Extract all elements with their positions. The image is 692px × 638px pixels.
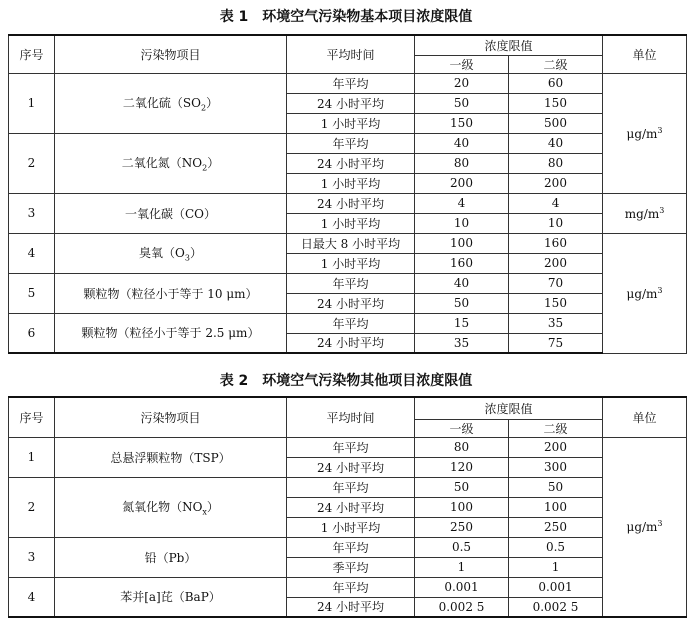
time-cell: 1 小时平均 [287, 213, 415, 233]
pollutant-cell: 二氧化硫$(SO_2)$ [55, 73, 287, 133]
grade2-cell: 4 [509, 193, 603, 213]
time-cell: 24 小时平均 [287, 153, 415, 173]
header-seq: 序号 [9, 397, 55, 437]
grade2-cell: 1 [509, 557, 603, 577]
grade2-cell: 10 [509, 213, 603, 233]
grade1-cell: 50 [415, 293, 509, 313]
header-seq: 序号 [9, 35, 55, 73]
grade2-cell: 70 [509, 273, 603, 293]
grade2-cell: 0.001 [509, 577, 603, 597]
grade1-cell: 80 [415, 153, 509, 173]
grade2-cell: 200 [509, 173, 603, 193]
grade2-cell: 0.002 5 [509, 597, 603, 617]
pollutant-cell: 总悬浮颗粒物（TSP） [55, 437, 287, 477]
header-unit: 单位 [603, 35, 687, 73]
grade1-cell: 4 [415, 193, 509, 213]
time-cell: 24 小时平均 [287, 497, 415, 517]
pollutant-cell: 二氧化氮$(NO_2)$ [55, 133, 287, 193]
table1-title: 表 1 环境空气污染物基本项目浓度限值 [219, 9, 473, 25]
time-cell: 1 小时平均 [287, 113, 415, 133]
grade2-cell: 160 [509, 233, 603, 253]
time-cell: 24 小时平均 [287, 457, 415, 477]
pollutant-cell: 颗粒物（粒径小于等于 10 μm） [55, 273, 287, 313]
time-cell: 年平均 [287, 577, 415, 597]
grade1-cell: 40 [415, 273, 509, 293]
time-cell: 24 小时平均 [287, 597, 415, 617]
seq-cell: 1 [9, 437, 55, 477]
grade1-cell: 120 [415, 457, 509, 477]
header-item: 污染物项目 [55, 397, 287, 437]
grade1-cell: 10 [415, 213, 509, 233]
pollutant-cell: 氮氧化物$(NO_x)$ [55, 477, 287, 537]
pollutant-cell: 一氧化碳（CO） [55, 193, 287, 233]
grade1-cell: 80 [415, 437, 509, 457]
header-grade2: 二级 [509, 419, 603, 437]
seq-cell: 1 [9, 73, 55, 133]
grade1-cell: 150 [415, 113, 509, 133]
table2 [8, 396, 687, 618]
time-cell: 24 小时平均 [287, 333, 415, 353]
grade2-cell: 150 [509, 93, 603, 113]
grade1-cell: 100 [415, 497, 509, 517]
seq-cell: 4 [9, 233, 55, 273]
time-cell: 24 小时平均 [287, 193, 415, 213]
unit-cell: $\mu g/m^3$ [603, 437, 687, 617]
grade1-cell: 50 [415, 477, 509, 497]
grade2-cell: 50 [509, 477, 603, 497]
grade2-cell: 40 [509, 133, 603, 153]
seq-cell: 3 [9, 537, 55, 577]
grade1-cell: 200 [415, 173, 509, 193]
unit-cell: $\mu g/m^3$ [603, 73, 687, 193]
table1 [8, 34, 687, 354]
seq-cell: 6 [9, 313, 55, 353]
header-unit: 单位 [603, 397, 687, 437]
grade1-cell: 0.001 [415, 577, 509, 597]
header-grade2: 二级 [509, 55, 603, 73]
grade2-cell: 300 [509, 457, 603, 477]
time-cell: 年平均 [287, 313, 415, 333]
seq-cell: 3 [9, 193, 55, 233]
seq-cell: 2 [9, 477, 55, 537]
seq-cell: 5 [9, 273, 55, 313]
grade1-cell: 0.002 5 [415, 597, 509, 617]
grade2-cell: 100 [509, 497, 603, 517]
grade2-cell: 75 [509, 333, 603, 353]
time-cell: 年平均 [287, 273, 415, 293]
grade1-cell: 160 [415, 253, 509, 273]
grade1-cell: 40 [415, 133, 509, 153]
time-cell: 1 小时平均 [287, 253, 415, 273]
time-cell: 24 小时平均 [287, 293, 415, 313]
header-time: 平均时间 [287, 397, 415, 437]
grade2-cell: 500 [509, 113, 603, 133]
time-cell: 1 小时平均 [287, 517, 415, 537]
grade2-cell: 35 [509, 313, 603, 333]
header-grade1: 一级 [415, 55, 509, 73]
grade2-cell: 0.5 [509, 537, 603, 557]
unit-cell: $mg/m^3$ [603, 193, 687, 233]
grade1-cell: 0.5 [415, 537, 509, 557]
grade1-cell: 100 [415, 233, 509, 253]
pollutant-cell: 铅（Pb） [55, 537, 287, 577]
time-cell: 1 小时平均 [287, 173, 415, 193]
grade1-cell: 35 [415, 333, 509, 353]
time-cell: 年平均 [287, 73, 415, 93]
header-time: 平均时间 [287, 35, 415, 73]
grade2-cell: 200 [509, 253, 603, 273]
header-item: 污染物项目 [55, 35, 287, 73]
header-grade1: 一级 [415, 419, 509, 437]
time-cell: 年平均 [287, 133, 415, 153]
pollutant-cell: 臭氧$(O_3)$ [55, 233, 287, 273]
time-cell: 季平均 [287, 557, 415, 577]
grade1-cell: 50 [415, 93, 509, 113]
seq-cell: 2 [9, 133, 55, 193]
header-limit: 浓度限值 [415, 35, 603, 55]
grade2-cell: 200 [509, 437, 603, 457]
grade2-cell: 150 [509, 293, 603, 313]
time-cell: 年平均 [287, 537, 415, 557]
time-cell: 日最大 8 小时平均 [287, 233, 415, 253]
grade1-cell: 20 [415, 73, 509, 93]
time-cell: 年平均 [287, 477, 415, 497]
grade1-cell: 250 [415, 517, 509, 537]
time-cell: 年平均 [287, 437, 415, 457]
grade1-cell: 1 [415, 557, 509, 577]
time-cell: 24 小时平均 [287, 93, 415, 113]
grade1-cell: 15 [415, 313, 509, 333]
pollutant-cell: 颗粒物（粒径小于等于 2.5 μm） [55, 313, 287, 353]
grade2-cell: 80 [509, 153, 603, 173]
unit-cell: $\mu g/m^3$ [603, 233, 687, 353]
header-limit: 浓度限值 [415, 397, 603, 419]
seq-cell: 4 [9, 577, 55, 617]
table2-title: 表 2 环境空气污染物其他项目浓度限值 [219, 373, 473, 389]
grade2-cell: 60 [509, 73, 603, 93]
pollutant-cell: 苯并[a]芘（BaP） [55, 577, 287, 617]
grade2-cell: 250 [509, 517, 603, 537]
